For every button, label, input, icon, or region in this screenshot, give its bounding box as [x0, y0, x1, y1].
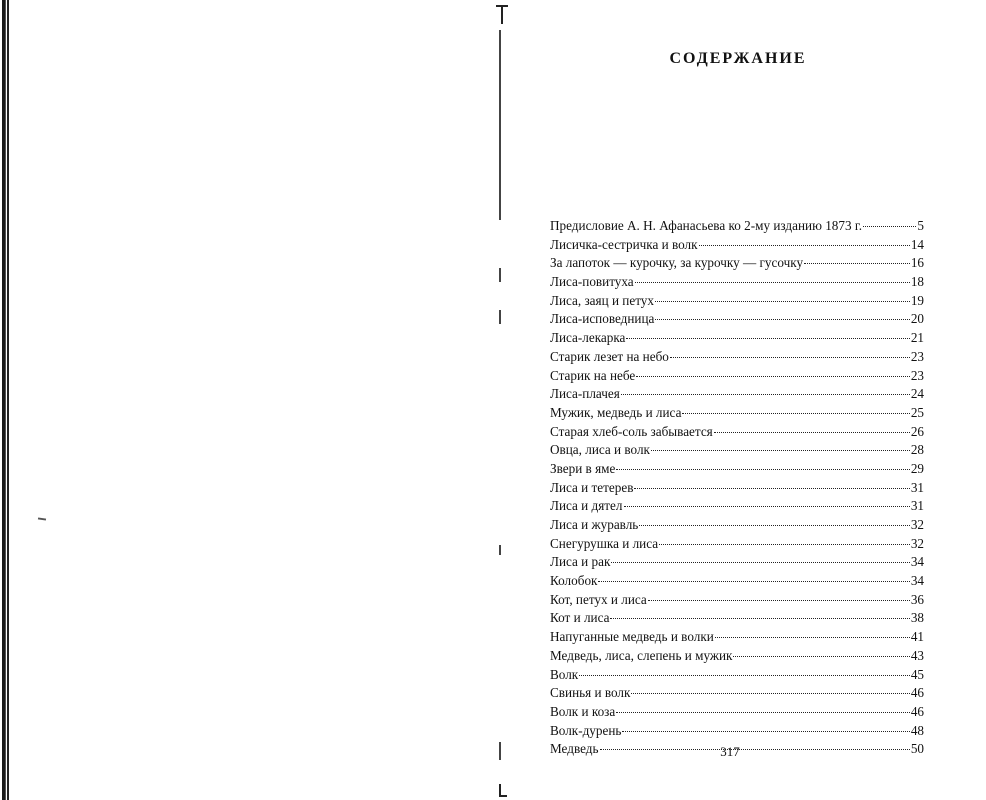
toc-entry — [550, 386, 924, 405]
dot-leader — [636, 375, 910, 377]
toc-entry-title: Мужик, медведь и лиса — [550, 404, 682, 420]
toc-entry — [550, 274, 924, 293]
toc-entry-title: Лиса-исповедница — [550, 311, 655, 327]
toc-entry-title: Кот, петух и лиса — [550, 591, 647, 607]
gutter-line — [499, 742, 501, 760]
toc-entry-title: Лиса и дятел — [550, 498, 623, 514]
page-number: 317 — [720, 744, 740, 759]
table-of-contents — [550, 218, 924, 760]
toc-entry-title: Лиса-плачея — [550, 386, 620, 402]
toc-entry-page: 38 — [910, 610, 924, 626]
dot-leader — [611, 561, 909, 563]
dot-leader — [621, 393, 910, 395]
toc-entry-page: 34 — [910, 573, 924, 589]
page-title: СОДЕРЖАНИЕ — [669, 50, 807, 67]
toc-entry-title: Старая хлеб-соль забывается — [550, 423, 713, 439]
dot-leader — [616, 468, 909, 470]
toc-entry — [550, 592, 924, 611]
dot-leader — [634, 487, 909, 489]
toc-entry-title: Лиса и рак — [550, 554, 611, 570]
dot-leader — [579, 674, 910, 676]
gutter-mark-bottom — [495, 784, 507, 798]
dot-leader — [610, 617, 909, 619]
left-page-edge — [2, 0, 10, 800]
toc-entry-page: 32 — [910, 517, 924, 532]
toc-entry — [550, 498, 924, 517]
toc-entry-title: Старик лезет на небо — [550, 348, 669, 364]
dot-leader — [651, 449, 910, 451]
dot-leader — [635, 281, 910, 283]
dot-leader — [714, 431, 910, 433]
toc-entry — [550, 442, 924, 461]
toc-entry-title: Волк и коза — [550, 703, 616, 719]
toc-entry-page: 46 — [910, 685, 924, 701]
dot-leader — [624, 505, 910, 507]
toc-entry-title: Напуганные медведь и волки — [550, 629, 714, 645]
toc-entry-title: Звери в яме — [550, 460, 616, 476]
toc-entry-page: 16 — [910, 255, 924, 271]
dot-leader — [648, 599, 910, 601]
dot-leader — [863, 225, 916, 227]
toc-entry — [550, 667, 924, 686]
dot-leader — [626, 337, 909, 339]
dot-leader — [733, 655, 909, 657]
toc-entry-title: Старик на небе — [550, 367, 636, 383]
dot-leader — [670, 356, 910, 358]
toc-entry-page: 31 — [910, 498, 924, 514]
toc-entry-title: Лиса-лекарка — [550, 330, 626, 346]
toc-entry — [550, 517, 924, 536]
toc-entry — [550, 480, 924, 499]
toc-entry-page: 45 — [910, 666, 924, 682]
toc-entry-title: Лисичка-сестричка и волк — [550, 236, 698, 252]
dot-leader — [598, 580, 909, 582]
toc-entry-title: Лиса-повитуха — [550, 274, 634, 290]
toc-entry-page: 23 — [910, 348, 924, 364]
dot-leader — [639, 524, 909, 526]
gutter-mark-top — [496, 4, 508, 24]
dot-leader — [682, 412, 909, 414]
toc-entry-page: 48 — [910, 722, 924, 738]
toc-entry-page: 24 — [910, 386, 924, 402]
toc-entry-page: 18 — [910, 274, 924, 290]
toc-entry-title: Предисловие А. Н. Афанасьева ко 2-му изданию 1873 г. — [550, 218, 863, 233]
toc-entry-page: 34 — [910, 554, 924, 570]
gutter-line — [499, 310, 501, 324]
toc-entry-title: Кот и лиса — [550, 610, 610, 626]
toc-entry-title: Лиса и журавль — [550, 517, 639, 532]
gutter-line — [499, 30, 501, 220]
toc-entry-title: Волк-дурень — [550, 722, 622, 738]
dot-leader — [655, 300, 910, 302]
toc-entry-page: 41 — [910, 629, 924, 645]
toc-entry — [550, 573, 924, 592]
toc-entry — [550, 218, 924, 237]
toc-entry — [550, 554, 924, 573]
toc-entry-page: 20 — [910, 311, 924, 327]
toc-entry — [550, 610, 924, 629]
toc-entry-title: Лиса и тетерев — [550, 479, 634, 495]
toc-entry-page: 26 — [910, 423, 924, 439]
toc-entry — [550, 368, 924, 387]
dot-leader — [622, 730, 909, 732]
toc-entry-page: 5 — [917, 218, 924, 233]
dot-leader — [631, 692, 909, 694]
toc-entry-page: 50 — [910, 741, 924, 757]
toc-entry-title: Волк — [550, 666, 579, 682]
scan-speck — [38, 517, 46, 520]
toc-entry-title: Лиса, заяц и петух — [550, 292, 654, 308]
toc-entry — [550, 349, 924, 368]
toc-entry — [550, 461, 924, 480]
toc-entry — [550, 237, 924, 256]
toc-entry-title: Колобок — [550, 573, 598, 589]
toc-entry — [550, 685, 924, 704]
dot-leader — [715, 636, 910, 638]
toc-entry-page: 36 — [910, 591, 924, 607]
toc-entry-page: 28 — [910, 442, 924, 458]
toc-entry-title: Медведь — [550, 741, 599, 757]
toc-entry — [550, 629, 924, 648]
toc-entry — [550, 255, 924, 274]
dot-leader — [804, 262, 910, 264]
toc-entry — [550, 536, 924, 555]
toc-entry-page: 32 — [910, 535, 924, 551]
gutter-line — [499, 268, 501, 282]
toc-entry-title: Медведь, лиса, слепень и мужик — [550, 647, 733, 663]
toc-entry — [550, 648, 924, 667]
toc-entry-page: 29 — [910, 460, 924, 476]
toc-entry — [550, 405, 924, 424]
toc-entry-page: 19 — [910, 292, 924, 308]
toc-entry — [550, 311, 924, 330]
dot-leader — [655, 318, 909, 320]
toc-entry — [550, 704, 924, 723]
toc-entry-page: 21 — [910, 330, 924, 346]
toc-entry-title: Овца, лиса и волк — [550, 442, 650, 458]
toc-entry — [550, 424, 924, 443]
dot-leader — [699, 244, 910, 246]
toc-entry-title: Свинья и волк — [550, 685, 631, 701]
toc-entry-page: 14 — [910, 236, 924, 252]
toc-entry-page: 43 — [910, 647, 924, 663]
gutter-line — [499, 545, 501, 555]
toc-entry — [550, 723, 924, 742]
toc-entry-title: За лапоток — курочку, за курочку — гусочку — [550, 255, 804, 271]
dot-leader — [659, 543, 910, 545]
toc-entry-page: 31 — [910, 479, 924, 495]
toc-entry-page: 23 — [910, 367, 924, 383]
toc-entry-title: Снегурушка и лиса — [550, 535, 659, 551]
dot-leader — [616, 711, 910, 713]
toc-entry — [550, 293, 924, 312]
toc-entry — [550, 330, 924, 349]
toc-entry-page: 25 — [910, 404, 924, 420]
toc-entry-page: 46 — [910, 703, 924, 719]
